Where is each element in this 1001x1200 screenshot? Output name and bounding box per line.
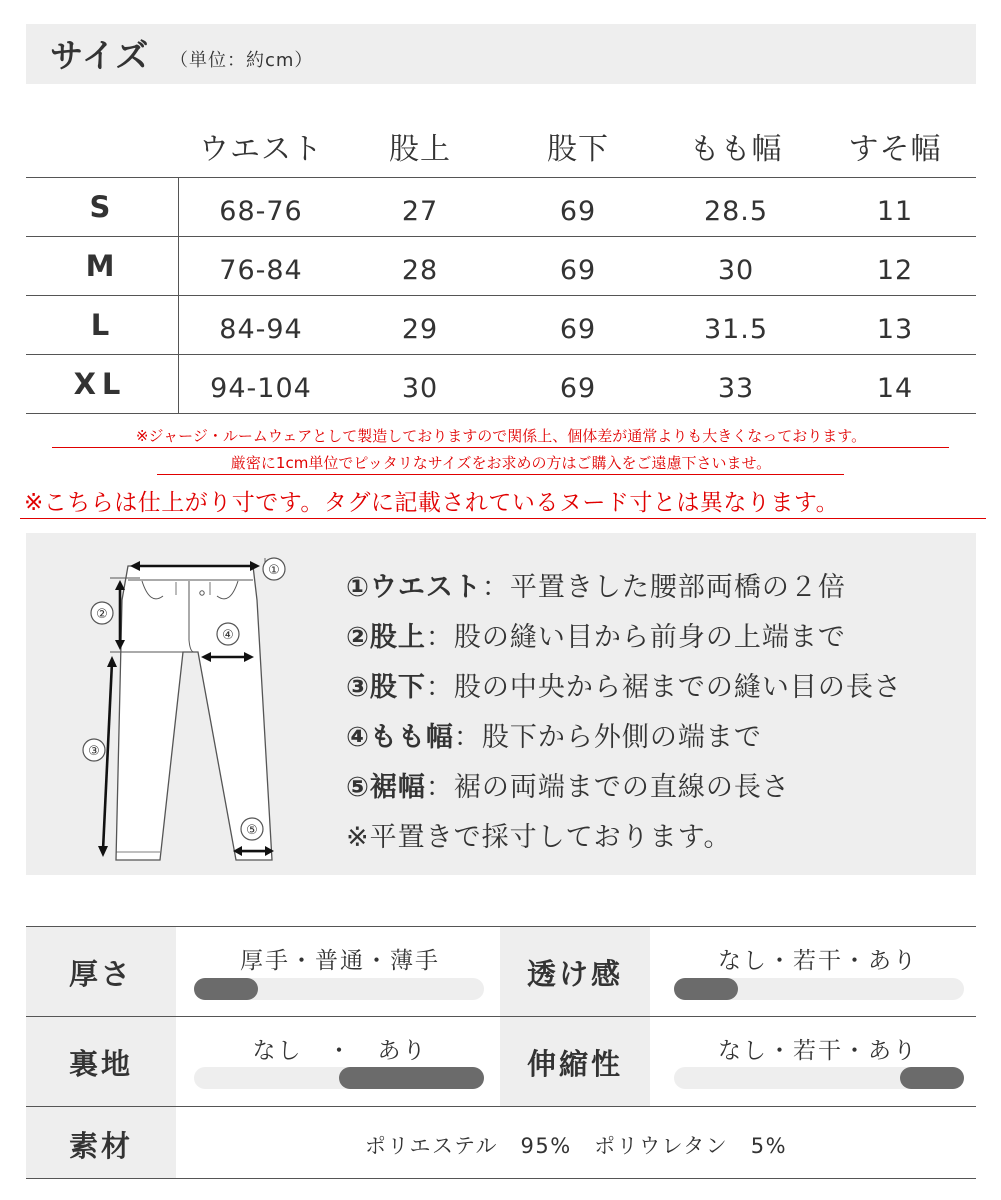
table-cell: 33 <box>717 373 755 404</box>
unit-label: （単位：約cm） <box>170 50 314 71</box>
note-underline <box>20 518 986 519</box>
label-thickness: 厚さ <box>68 957 133 991</box>
note-line-2: 厳密に1cm単位でピッタリなサイズをお求めの方はご購入をご遠慮下さいませ。 <box>230 454 772 472</box>
marker-4: ④ <box>222 628 234 643</box>
def-num: ⑤ <box>346 772 370 803</box>
table-cell: 30 <box>717 255 755 286</box>
stretch-bar-fill <box>900 1067 964 1089</box>
table-cell: 76-84 <box>219 255 303 286</box>
def-term: 股上 <box>369 622 426 653</box>
table-column-divider <box>178 177 179 413</box>
size-label-m: M <box>85 249 115 283</box>
note-line-1: ※ジャージ・ルームウェアとして製造しておりますので関係上、個体差が通常よりも大きくなっております。 <box>135 427 867 445</box>
thickness-bar <box>194 978 484 1000</box>
material-value: ポリエステル 95% ポリウレタン 5% <box>364 1134 788 1158</box>
label-stretch: 伸縮性 <box>526 1047 623 1081</box>
def-num: ③ <box>346 672 370 703</box>
table-cell: 69 <box>559 196 597 227</box>
def-desc: ：裾の両端までの直線の長さ <box>425 772 790 803</box>
def-num: ② <box>346 622 370 653</box>
marker-5: ⑤ <box>246 823 258 838</box>
measurement-footnote: ※平置きで採寸しております。 <box>346 822 732 853</box>
table-divider <box>26 295 976 296</box>
table-cell: 12 <box>876 255 914 286</box>
table-cell: 27 <box>401 196 439 227</box>
table-cell: 30 <box>401 373 439 404</box>
table-cell: 69 <box>559 373 597 404</box>
definition-thigh <box>346 715 762 754</box>
note-underline <box>157 474 844 475</box>
def-desc: ：股の縫い目から前身の上端まで <box>425 622 846 653</box>
col-header-waist: ウエスト <box>199 132 323 167</box>
label-material: 素材 <box>68 1129 133 1163</box>
definition-inseam <box>346 665 902 704</box>
stretch-options: なし・若干・あり <box>718 1038 918 1064</box>
table-divider <box>26 1178 976 1179</box>
col-header-rise: 股上 <box>389 132 451 167</box>
def-desc: ：股の中央から裾までの縫い目の長さ <box>425 672 902 703</box>
size-label-xl: XL <box>73 367 127 401</box>
definition-rise <box>346 615 846 654</box>
label-lining: 裏地 <box>68 1047 133 1081</box>
transparency-bar-fill <box>674 978 738 1000</box>
page-title: サイズ <box>50 36 150 75</box>
table-cell: 11 <box>876 196 914 227</box>
note-underline <box>52 447 949 448</box>
col-header-hem: すそ幅 <box>848 132 942 167</box>
def-num: ① <box>346 572 370 603</box>
def-term: もも幅 <box>369 722 454 753</box>
table-cell: 69 <box>559 255 597 286</box>
table-cell: 69 <box>559 314 597 345</box>
table-cell: 84-94 <box>219 314 303 345</box>
title-band <box>26 24 976 84</box>
marker-2: ② <box>96 607 108 622</box>
table-cell: 28.5 <box>703 196 769 227</box>
size-label-s: S <box>89 190 111 224</box>
table-cell: 68-76 <box>219 196 303 227</box>
table-divider <box>26 177 976 178</box>
def-num: ④ <box>346 722 370 753</box>
definition-hem <box>346 765 790 804</box>
pants-diagram <box>70 548 310 868</box>
table-cell: 14 <box>876 373 914 404</box>
def-desc: ：股下から外側の端まで <box>453 722 762 753</box>
def-term: ウエスト <box>369 572 482 603</box>
table-cell: 31.5 <box>703 314 769 345</box>
thickness-options: 厚手・普通・薄手 <box>240 948 440 974</box>
lining-options: なし ・ あり <box>252 1038 428 1064</box>
stretch-bar <box>674 1067 964 1089</box>
definition-waist <box>346 565 846 604</box>
note-line-3: ※こちらは仕上がり寸です。タグに記載されているヌード寸とは異なります。 <box>24 490 840 516</box>
col-header-thigh: もも幅 <box>689 132 783 167</box>
col-header-inseam: 股下 <box>547 132 609 167</box>
lining-bar <box>194 1067 484 1089</box>
size-label-l: L <box>90 308 110 342</box>
transparency-options: なし・若干・あり <box>718 948 918 974</box>
table-cell: 94-104 <box>210 373 312 404</box>
table-divider <box>26 236 976 237</box>
table-cell: 28 <box>401 255 439 286</box>
label-transparency: 透け感 <box>526 957 623 991</box>
transparency-bar <box>674 978 964 1000</box>
def-term: 裾幅 <box>369 772 426 803</box>
marker-1: ① <box>268 563 280 578</box>
table-cell: 13 <box>876 314 914 345</box>
lining-bar-fill <box>339 1067 484 1089</box>
marker-3: ③ <box>88 744 100 759</box>
def-term: 股下 <box>369 672 426 703</box>
table-divider <box>26 413 976 414</box>
def-desc: ：平置きした腰部両橋の２倍 <box>481 572 846 603</box>
table-cell: 29 <box>401 314 439 345</box>
table-divider <box>26 354 976 355</box>
thickness-bar-fill <box>194 978 258 1000</box>
